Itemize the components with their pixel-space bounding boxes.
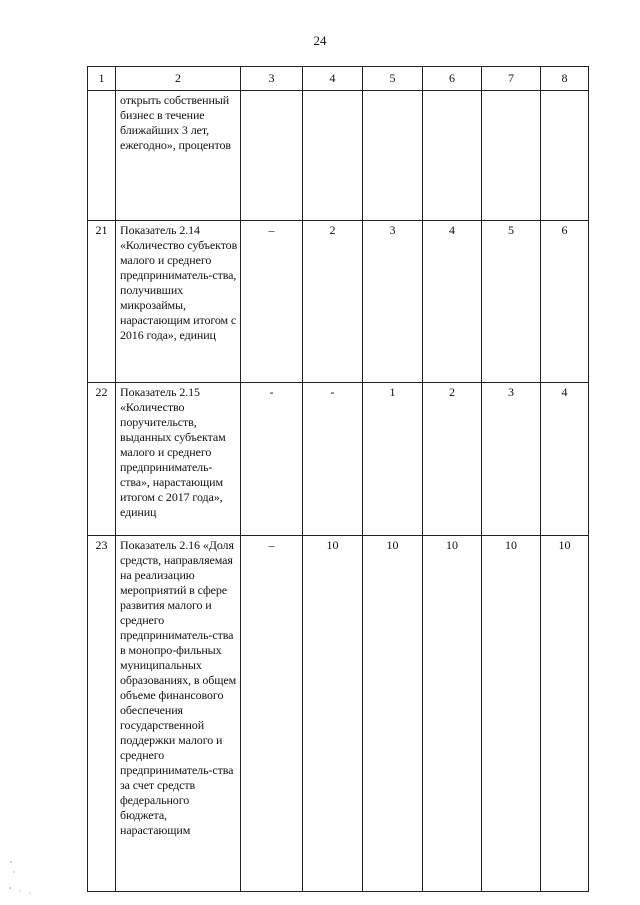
value-cell: 10: [303, 536, 363, 892]
value-cell: 10: [541, 536, 589, 892]
value-cell: 3: [482, 383, 541, 536]
value-cell: 10: [482, 536, 541, 892]
value-cell: -: [241, 383, 303, 536]
value-cell: [363, 91, 423, 221]
row-number-cell: 22: [88, 383, 116, 536]
indicator-description-cell: открыть собственный бизнес в течение ближайших 3 лет, ежегодно», процентов: [116, 91, 241, 221]
indicator-description-cell: Показатель 2.14 «Количество субъектов малого и среднего предприниматель-ства, получивших микрозаймы, нарастающим итогом с 2016 года», единиц: [116, 221, 241, 383]
table-row: [88, 91, 589, 221]
value-cell: 5: [482, 221, 541, 383]
value-cell: [482, 91, 541, 221]
header-cell: 3: [241, 67, 303, 91]
value-cell: 10: [363, 536, 423, 892]
page-number: 24: [313, 33, 327, 48]
header-cell: 5: [363, 67, 423, 91]
header-cell: 1: [88, 67, 116, 91]
value-cell: 6: [541, 221, 589, 383]
value-cell: 2: [423, 383, 482, 536]
value-cell: 4: [541, 383, 589, 536]
table-row: [88, 383, 589, 536]
header-cell: 2: [116, 67, 241, 91]
header-cell: 4: [303, 67, 363, 91]
indicator-description-cell: Показатель 2.15 «Количество поручительств, выданных субъектам малого и среднего предприниматель-ства», нарастающим итогом с 2017 года», единиц: [116, 383, 241, 536]
header-cell: 8: [541, 67, 589, 91]
table-row: [88, 221, 589, 383]
value-cell: 1: [363, 383, 423, 536]
row-number-cell: 23: [88, 536, 116, 892]
scan-noise-icon: [8, 858, 38, 898]
value-cell: [241, 91, 303, 221]
header-cell: 7: [482, 67, 541, 91]
value-cell: –: [241, 221, 303, 383]
value-cell: [423, 91, 482, 221]
value-cell: –: [241, 536, 303, 892]
header-cell: 6: [423, 67, 482, 91]
value-cell: 3: [363, 221, 423, 383]
value-cell: [303, 91, 363, 221]
value-cell: 10: [423, 536, 482, 892]
value-cell: 2: [303, 221, 363, 383]
value-cell: [541, 91, 589, 221]
table-row: [88, 536, 589, 892]
value-cell: 4: [423, 221, 482, 383]
table-header-row: [88, 67, 589, 91]
value-cell: -: [303, 383, 363, 536]
indicator-description-cell: Показатель 2.16 «Доля средств, направляемая на реализацию мероприятий в сфере развития малого и среднего предприниматель-ства в монопро-фильных муниципальных образованиях, в общем объеме финансового обеспечения государственной поддержки малого и среднего предприниматель-ства за счет средств федерального бюджета, нарастающим: [116, 536, 241, 892]
scan-artifact: [8, 858, 38, 898]
indicator-table: [87, 66, 589, 892]
row-number-cell: 21: [88, 221, 116, 383]
row-number-cell: [88, 91, 116, 221]
